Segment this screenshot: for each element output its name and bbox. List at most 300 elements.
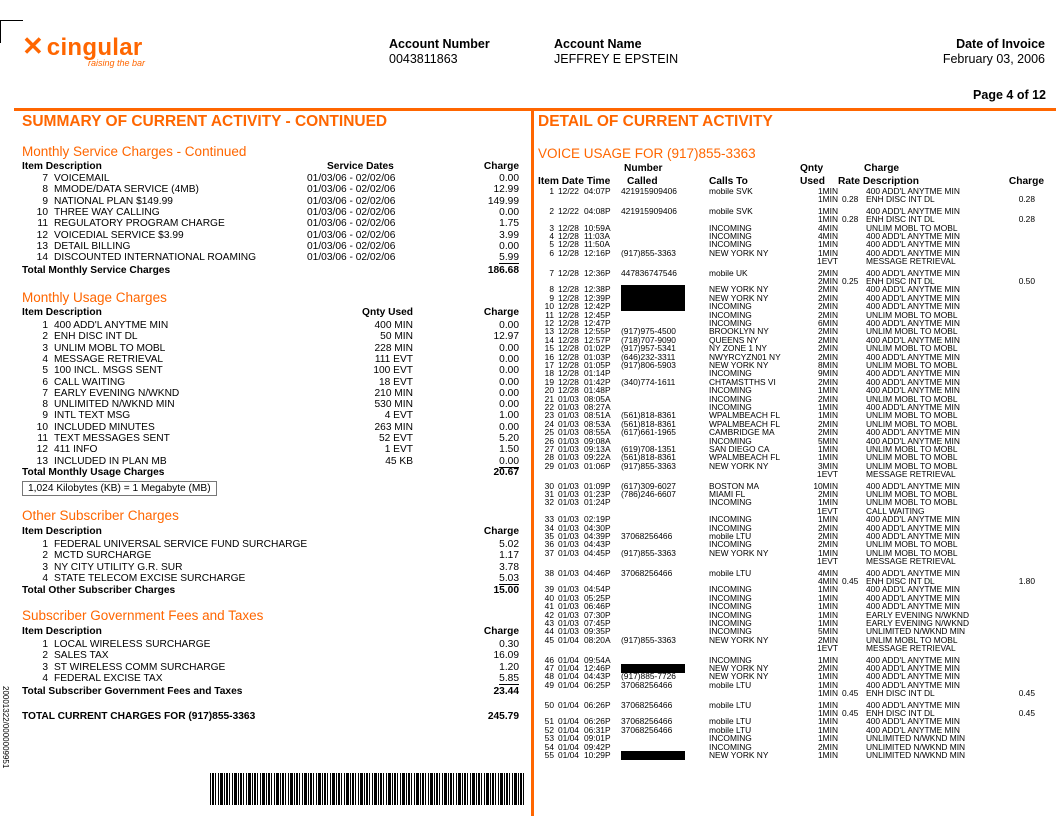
table-row xyxy=(22,196,519,207)
quantity-used: 1MIN xyxy=(817,618,838,628)
col-charge: Charge xyxy=(483,161,519,172)
quantity-used: 2MIN xyxy=(817,393,838,404)
account-number: 0043811863 xyxy=(389,52,458,66)
call-row xyxy=(538,344,1048,352)
quantity-used: 1MIN xyxy=(817,699,838,710)
item-description: INCLUDED MINUTES xyxy=(54,421,155,433)
call-item: 40 xyxy=(544,592,554,603)
call-date: 01/03 xyxy=(558,497,579,508)
calls-to: NEW YORK NY xyxy=(709,460,769,471)
calls-to: mobile LTU xyxy=(709,724,752,735)
table-row xyxy=(22,562,519,573)
call-date: 12/28 xyxy=(558,334,579,345)
number-called: 37068256466 xyxy=(621,679,673,690)
call-time: 04:54P xyxy=(584,584,611,595)
call-date: 12/28 xyxy=(558,376,579,387)
col-item: Item Description xyxy=(22,526,102,537)
quantity-used: 1MIN xyxy=(817,402,838,412)
number-called: 37068256466 xyxy=(621,531,673,541)
call-date: 12/28 xyxy=(558,247,579,258)
item-description: THREE WAY CALLING xyxy=(54,206,160,218)
call-subrow xyxy=(538,577,1048,585)
call-row xyxy=(538,482,1048,490)
call-time: 06:26P xyxy=(584,716,611,727)
item-charge: 149.99 xyxy=(487,195,519,207)
call-date: 12/28 xyxy=(558,343,579,354)
charge-description: UNLIM MOBL TO MOBL xyxy=(866,326,958,337)
call-time: 01:48P xyxy=(584,385,611,396)
item-number: 1 xyxy=(42,639,48,650)
calls-to: WPALMBEACH FL xyxy=(709,452,781,463)
number-called: 37068256466 xyxy=(621,724,673,735)
item-number: 7 xyxy=(42,173,48,184)
calls-to: NEW YORK NY xyxy=(709,292,769,303)
charge-description: EARLY EVENING N/WKND xyxy=(866,609,970,620)
call-date: 12/28 xyxy=(558,284,579,295)
call-row xyxy=(538,636,1048,644)
monthly-usage-heading: Monthly Usage Charges xyxy=(22,290,167,305)
charge-description: 400 ADD'L ANYTME MIN xyxy=(866,584,960,595)
call-item: 55 xyxy=(544,750,554,760)
item-charge: 0.00 xyxy=(499,240,519,252)
quantity-used: 1MIN xyxy=(817,688,838,699)
calls-to: INCOMING xyxy=(709,609,752,620)
charge-description: CALL WAITING xyxy=(866,505,925,516)
call-row xyxy=(538,540,1048,548)
item-description: 400 ADD'L ANYTME MIN xyxy=(54,320,169,331)
call-item: 32 xyxy=(544,497,554,508)
call-row xyxy=(538,751,1048,759)
calls-to: mobile LTU xyxy=(709,716,752,727)
summary-title: SUMMARY OF CURRENT ACTIVITY - CONTINUED xyxy=(22,113,388,130)
item-description: 100 INCL. MSGS SENT xyxy=(54,365,163,377)
number-called: (561)818-8361 xyxy=(621,410,676,421)
quantity-used: 2MIN xyxy=(817,531,838,541)
call-time: 08:51A xyxy=(584,410,611,421)
item-number: 9 xyxy=(42,410,48,422)
call-row xyxy=(538,336,1048,344)
col-calls-to: Calls To xyxy=(709,176,748,187)
grand-total-value: 245.79 xyxy=(487,711,519,722)
service-dates: 01/03/06 - 02/02/06 xyxy=(307,229,396,241)
item-number: 4 xyxy=(42,353,48,365)
call-row xyxy=(538,602,1048,610)
call-date: 01/03 xyxy=(558,460,579,471)
number-called: (786)246-6607 xyxy=(621,489,676,499)
calls-to: INCOMING xyxy=(709,385,752,396)
gov-fees-heading: Subscriber Government Fees and Taxes xyxy=(22,608,264,623)
calls-to: INCOMING xyxy=(709,539,752,550)
item-number: 12 xyxy=(36,229,48,241)
calls-to: WPALMBEACH FL xyxy=(709,418,781,429)
quantity-used: 1MIN xyxy=(817,679,838,690)
call-date: 01/04 xyxy=(558,663,579,673)
call-date: 01/04 xyxy=(558,716,579,727)
call-date: 12/28 xyxy=(558,309,579,320)
quantity-used: 263 MIN xyxy=(374,421,413,433)
calls-to: NY ZONE 1 NY xyxy=(709,343,768,354)
quantity-used: 1MIN xyxy=(817,514,838,525)
logo-wordmark: cingular xyxy=(46,34,143,61)
quantity-used: 1MIN xyxy=(817,671,838,682)
call-time: 04:46P xyxy=(584,567,611,578)
call-date: 12/28 xyxy=(558,368,579,379)
calls-to: SAN DIEGO CA xyxy=(709,444,770,454)
call-date: 01/03 xyxy=(558,539,579,550)
quantity-used: 2MIN xyxy=(817,301,838,312)
quantity-used: 6MIN xyxy=(817,318,838,328)
call-item: 38 xyxy=(544,567,554,578)
charge-description: 400 ADD'L ANYTME MIN xyxy=(866,671,960,682)
quantity-used: 1EVT xyxy=(817,643,838,654)
call-date: 01/03 xyxy=(558,410,579,421)
call-date: 01/03 xyxy=(558,531,579,541)
table-row xyxy=(22,207,519,218)
number-called: 37068256466 xyxy=(621,699,673,710)
charge-description: EARLY EVENING N/WKND xyxy=(866,618,970,628)
call-item: 45 xyxy=(544,634,554,645)
quantity-used: 530 MIN xyxy=(374,399,413,411)
number-called: (718)707-9090 xyxy=(621,334,676,345)
call-item: 50 xyxy=(544,699,554,710)
col-charge: Charge xyxy=(483,526,519,537)
charge-description: 400 ADD'L ANYTME MIN xyxy=(866,480,960,491)
call-time: 04:39P xyxy=(584,531,611,541)
service-dates: 01/03/06 - 02/02/06 xyxy=(307,173,396,184)
call-item: 17 xyxy=(544,360,554,370)
call-item: 24 xyxy=(544,418,554,429)
rate: 0.45 xyxy=(842,576,859,586)
call-time: 06:26P xyxy=(584,699,611,710)
table-row xyxy=(22,456,519,467)
call-time: 06:31P xyxy=(584,724,611,735)
call-row xyxy=(538,594,1048,602)
item-description: SALES TAX xyxy=(54,650,109,662)
table-row xyxy=(22,410,519,421)
charge-description: UNLIM MOBL TO MOBL xyxy=(866,489,958,499)
call-date: 01/04 xyxy=(558,741,579,752)
quantity-used: 4 EVT xyxy=(384,410,413,422)
kb-conversion-note: 1,024 Kilobytes (KB) = 1 Megabyte (MB) xyxy=(22,481,217,496)
item-description: NATIONAL PLAN $149.99 xyxy=(54,195,173,207)
quantity-used: 2MIN xyxy=(817,267,838,278)
invoice-date: February 03, 2006 xyxy=(942,52,1045,66)
service-dates: 01/03/06 - 02/02/06 xyxy=(307,218,396,230)
call-item: 30 xyxy=(544,480,554,491)
charge-description: 400 ADD'L ANYTME MIN xyxy=(866,334,960,345)
calls-to: INCOMING xyxy=(709,741,752,752)
item-number: 1 xyxy=(42,539,48,550)
charge-description: UNLIM MOBL TO MOBL xyxy=(866,309,958,320)
item-number: 1 xyxy=(42,320,48,331)
call-time: 01:02P xyxy=(584,343,611,354)
call-row xyxy=(538,664,1048,672)
call-row xyxy=(538,319,1048,327)
call-time: 01:23P xyxy=(584,489,611,499)
charge-description: 400 ADD'L ANYTME MIN xyxy=(866,716,960,727)
call-item: 26 xyxy=(544,435,554,446)
charge-description: UNLIM MOBL TO MOBL xyxy=(866,634,958,645)
call-date: 01/03 xyxy=(558,601,579,612)
calls-to: NEW YORK NY xyxy=(709,663,769,673)
call-time: 07:30P xyxy=(584,609,611,620)
call-row xyxy=(538,726,1048,734)
call-item: 36 xyxy=(544,539,554,550)
charge-description: 400 ADD'L ANYTME MIN xyxy=(866,385,960,396)
call-time: 05:25P xyxy=(584,592,611,603)
call-time: 12:36P xyxy=(584,267,611,278)
calls-to: INCOMING xyxy=(709,626,752,637)
item-description: ST WIRELESS COMM SURCHARGE xyxy=(54,661,226,673)
calls-to: NEW YORK NY xyxy=(709,750,769,760)
quantity-used: 228 MIN xyxy=(374,342,413,354)
call-time: 09:54A xyxy=(584,654,611,665)
call-item: 1 xyxy=(549,186,554,196)
call-time: 12:42P xyxy=(584,301,611,312)
call-row xyxy=(538,353,1048,361)
call-date: 01/03 xyxy=(558,567,579,578)
call-subrow xyxy=(538,470,1048,478)
number-called: 447836747546 xyxy=(621,267,677,278)
call-date: 12/28 xyxy=(558,231,579,241)
account-number-label: Account Number xyxy=(389,37,490,51)
calls-to: INCOMING xyxy=(709,497,752,508)
call-time: 04:43P xyxy=(584,539,611,550)
number-called: (617)309-6027 xyxy=(621,480,676,491)
calls-to: INCOMING xyxy=(709,402,752,412)
call-item: 8 xyxy=(549,284,554,295)
call-row xyxy=(538,311,1048,319)
calls-to: INCOMING xyxy=(709,231,752,241)
col-charge: Charge xyxy=(1008,176,1044,187)
quantity-used: 1MIN xyxy=(817,733,838,744)
call-row xyxy=(538,743,1048,751)
table-row xyxy=(22,422,519,433)
item-description: CALL WAITING xyxy=(54,376,126,388)
rate: 0.28 xyxy=(842,214,859,225)
quantity-used: 1MIN xyxy=(817,592,838,603)
call-time: 04:08P xyxy=(584,205,611,216)
call-item: 14 xyxy=(544,334,554,345)
quantity-used: 1MIN xyxy=(817,601,838,612)
left-header-rule xyxy=(14,108,531,111)
table-row xyxy=(22,433,519,444)
item-charge: 5.02 xyxy=(499,539,519,550)
quantity-used: 4MIN xyxy=(817,576,838,586)
table-row xyxy=(22,320,519,331)
quantity-used: 5MIN xyxy=(817,435,838,446)
call-date: 01/03 xyxy=(558,592,579,603)
item-description: 411 INFO xyxy=(54,444,98,456)
calls-to: MIAMI FL xyxy=(709,489,746,499)
charge-description: UNLIMITED N/WKND MIN xyxy=(866,741,966,752)
table-row xyxy=(22,399,519,410)
call-row xyxy=(538,187,1048,195)
voice-usage-heading: VOICE USAGE FOR (917)855-3363 xyxy=(538,146,756,161)
calls-to: INCOMING xyxy=(709,368,752,379)
total-label: Total Monthly Usage Charges xyxy=(22,467,165,478)
quantity-used: 1EVT xyxy=(817,505,838,516)
call-item: 19 xyxy=(544,376,554,387)
call-time: 11:03A xyxy=(584,231,610,241)
item-charge: 1.00 xyxy=(499,410,519,422)
quantity-used: 400 MIN xyxy=(374,320,413,331)
call-item: 51 xyxy=(544,716,554,727)
rate: 0.28 xyxy=(842,194,859,205)
item-number: 7 xyxy=(42,387,48,399)
quantity-used: 9MIN xyxy=(817,368,838,379)
call-date: 01/04 xyxy=(558,634,579,645)
call-time: 06:46P xyxy=(584,601,611,612)
call-row xyxy=(538,411,1048,419)
quantity-used: 210 MIN xyxy=(374,387,413,399)
call-item: 20 xyxy=(544,385,554,396)
call-row xyxy=(538,462,1048,470)
call-item: 34 xyxy=(544,522,554,533)
number-called: (917)855-3363 xyxy=(621,460,676,471)
quantity-used: 1MIN xyxy=(817,452,838,463)
charge-description: UNLIM MOBL TO MOBL xyxy=(866,539,958,550)
call-time: 01:42P xyxy=(584,376,611,387)
call-item: 53 xyxy=(544,733,554,744)
charge-description: ENH DISC INT DL xyxy=(866,276,935,286)
quantity-used: 1 EVT xyxy=(384,444,413,456)
call-item: 15 xyxy=(544,343,554,354)
call-date: 01/03 xyxy=(558,444,579,454)
charge-description: 400 ADD'L ANYTME MIN xyxy=(866,376,960,387)
quantity-used: 1MIN xyxy=(817,497,838,508)
calls-to: NEW YORK NY xyxy=(709,284,769,295)
item-charge: 0.00 xyxy=(499,173,519,184)
item-charge: 0.00 xyxy=(499,353,519,365)
item-description: FEDERAL EXCISE TAX xyxy=(54,672,163,684)
call-date: 01/03 xyxy=(558,609,579,620)
other-subscriber-header-row xyxy=(22,526,519,537)
number-called: 421915909406 xyxy=(621,186,677,196)
total-label: Total Subscriber Government Fees and Taxes xyxy=(22,686,243,697)
item-description: TEXT MESSAGES SENT xyxy=(54,433,170,444)
number-called: (646)232-3311 xyxy=(621,351,676,362)
call-time: 11:50A xyxy=(584,239,610,250)
call-subrow xyxy=(538,257,1048,265)
col-used: Used xyxy=(800,176,825,187)
call-time: 12:55P xyxy=(584,326,611,337)
table-row xyxy=(22,444,519,455)
item-number: 3 xyxy=(42,342,48,354)
charge-description: 400 ADD'L ANYTME MIN xyxy=(866,522,960,533)
call-charge: 0.28 xyxy=(1018,214,1035,225)
call-item: 48 xyxy=(544,671,554,682)
quantity-used: 1MIN xyxy=(817,239,838,250)
calls-to: mobile LTU xyxy=(709,679,752,690)
page-number: Page 4 of 12 xyxy=(973,88,1046,102)
item-charge: 0.00 xyxy=(499,365,519,377)
calls-to: mobile SVK xyxy=(709,205,753,216)
quantity-used: 1MIN xyxy=(817,247,838,258)
call-time: 12:46P xyxy=(584,663,611,673)
calls-to: CAMBRIDGE MA xyxy=(709,427,775,438)
quantity-used: 1MIN xyxy=(817,194,838,205)
charge-description: ENH DISC INT DL xyxy=(866,576,935,586)
call-date: 01/04 xyxy=(558,679,579,690)
call-item: 39 xyxy=(544,584,554,595)
table-row xyxy=(22,550,519,561)
calls-to: mobile UK xyxy=(709,267,748,278)
charge-description: 400 ADD'L ANYTME MIN xyxy=(866,247,960,258)
total-label: Total Monthly Service Charges xyxy=(22,265,171,276)
table-row xyxy=(22,639,519,650)
call-item: 21 xyxy=(544,393,554,404)
call-item: 18 xyxy=(544,368,554,379)
charge-description: 400 ADD'L ANYTME MIN xyxy=(866,514,960,525)
call-date: 12/28 xyxy=(558,318,579,328)
quantity-used: 4MIN xyxy=(817,231,838,241)
quantity-used: 5MIN xyxy=(817,626,838,637)
call-row xyxy=(538,207,1048,215)
call-item: 25 xyxy=(544,427,554,438)
call-row xyxy=(538,490,1048,498)
call-item: 42 xyxy=(544,609,554,620)
call-subrow xyxy=(538,215,1048,223)
call-item: 13 xyxy=(544,326,554,337)
item-charge: 12.99 xyxy=(493,184,519,196)
call-date: 01/03 xyxy=(558,452,579,463)
monthly-usage-header-row xyxy=(22,307,519,318)
call-subrow xyxy=(538,507,1048,515)
number-called: (917)855-3363 xyxy=(621,247,676,258)
call-item: 44 xyxy=(544,626,554,637)
charge-description: 400 ADD'L ANYTME MIN xyxy=(866,351,960,362)
col-item: Item Description xyxy=(22,307,102,318)
right-header-rule xyxy=(531,108,1056,111)
call-row xyxy=(538,619,1048,627)
call-row xyxy=(538,395,1048,403)
call-item: 33 xyxy=(544,514,554,525)
item-charge: 1.20 xyxy=(499,661,519,673)
call-item: 16 xyxy=(544,351,554,362)
call-row xyxy=(538,378,1048,386)
call-date: 01/03 xyxy=(558,393,579,404)
charge-description: UNLIM MOBL TO MOBL xyxy=(866,360,958,370)
number-called: 421915909406 xyxy=(621,205,677,216)
item-number: 9 xyxy=(42,195,48,207)
quantity-used: 8MIN xyxy=(817,360,838,370)
call-time: 04:45P xyxy=(584,547,611,558)
call-item: 27 xyxy=(544,444,554,454)
calls-to: INCOMING xyxy=(709,592,752,603)
quantity-used: 2MIN xyxy=(817,284,838,295)
quantity-used: 2MIN xyxy=(817,276,838,286)
item-description: DETAIL BILLING xyxy=(54,240,131,252)
calls-to: NEW YORK NY xyxy=(709,671,769,682)
item-charge: 5.03 xyxy=(499,572,519,584)
item-description: ENH DISC INT DL xyxy=(54,331,138,343)
number-called: (561)818-8361 xyxy=(621,418,676,429)
call-time: 12:57P xyxy=(584,334,611,345)
service-dates: 01/03/06 - 02/02/06 xyxy=(307,195,396,207)
quantity-used: 2MIN xyxy=(817,418,838,429)
item-charge: 12.97 xyxy=(493,331,519,343)
account-name-label: Account Name xyxy=(554,37,642,51)
call-row xyxy=(538,515,1048,523)
call-row xyxy=(538,701,1048,709)
call-time: 01:06P xyxy=(584,460,611,471)
calls-to: INCOMING xyxy=(709,222,752,233)
charge-description: UNLIM MOBL TO MOBL xyxy=(866,343,958,354)
item-description: FEDERAL UNIVERSAL SERVICE FUND SURCHARGE xyxy=(54,539,308,550)
item-description: UNLIMITED N/WKND MIN xyxy=(54,399,175,411)
call-date: 01/04 xyxy=(558,750,579,760)
